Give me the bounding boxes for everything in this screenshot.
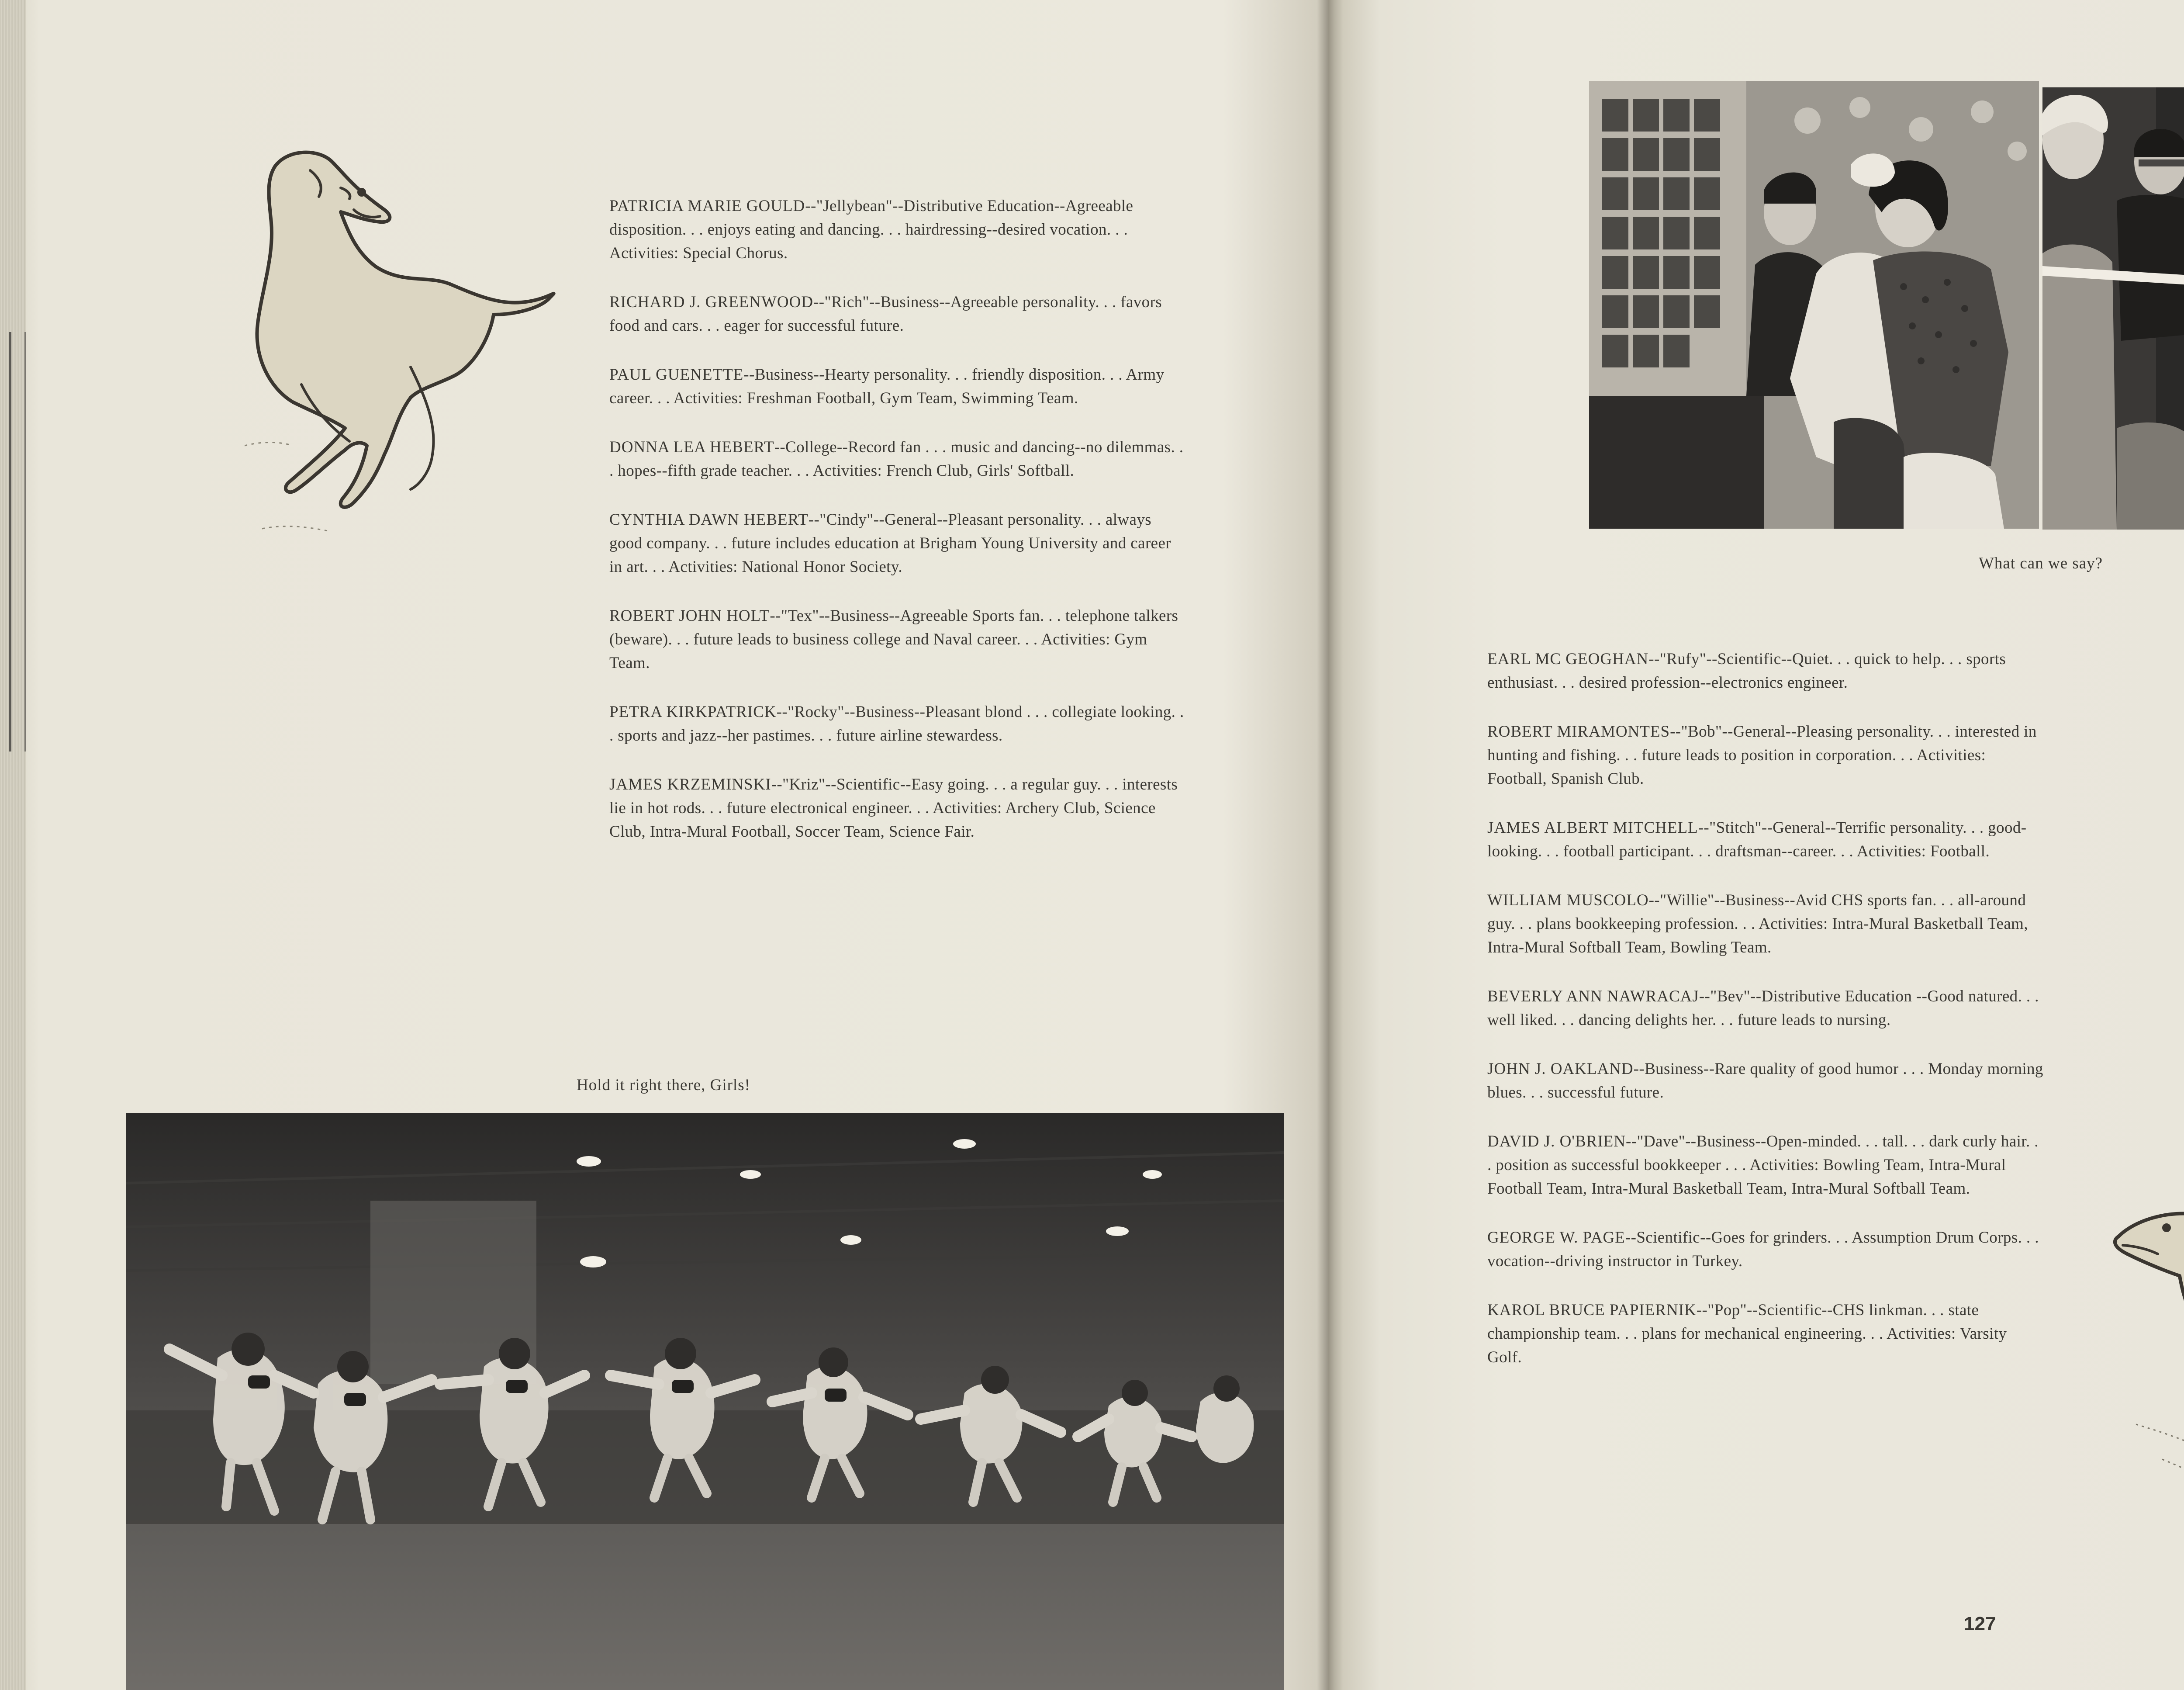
bio-text: --Business--Rare quality of good humor . . . Monday morning blues. . . successful future. <box>1487 1060 2043 1101</box>
bio-name: GEORGE W. PAGE <box>1487 1229 1625 1247</box>
bio-text: --"Cindy"--General--Pleasant personality. . . always good company. . . future includes education at Brigham Young University and career in art. . . Activities: National Honor Society. <box>609 511 1171 576</box>
bio-entry <box>1487 648 2044 695</box>
bio-entry <box>1487 720 2044 791</box>
bio-entry <box>1487 889 2044 959</box>
bio-name: PETRA KIRKPATRICK <box>609 703 777 721</box>
bio-name: JAMES ALBERT MITCHELL <box>1487 819 1698 837</box>
bio-entry <box>609 773 1186 844</box>
bio-entry <box>1487 1057 2044 1105</box>
bio-name: ROBERT JOHN HOLT <box>609 607 770 625</box>
bio-text: --Scientific--Goes for grinders. . . Assumption Drum Corps. . . vocation--driving instructor in Turkey. <box>1487 1229 2039 1270</box>
left-senior-bios <box>609 194 1186 869</box>
bio-name: JOHN J. OAKLAND <box>1487 1060 1634 1078</box>
limbo-party-photo-art <box>2042 87 2184 530</box>
bio-name: EARL MC GEOGHAN <box>1487 650 1649 668</box>
bio-entry <box>609 436 1186 483</box>
bio-name: KAROL BRUCE PAPIERNIK <box>1487 1301 1697 1319</box>
dance-party-photo-art <box>1589 81 2039 529</box>
book-spine <box>1317 0 1343 1690</box>
bio-text: --"Stitch"--General--Terrific personality. . . good-looking. . . football participant. . . draftsman--career. . . Activities: Football. <box>1487 819 2027 860</box>
bio-entry <box>609 194 1186 265</box>
bio-name: BEVERLY ANN NAWRACAJ <box>1487 987 1699 1005</box>
bio-entry <box>609 700 1186 748</box>
cheerleader-photo-caption: Hold it right there, Girls! <box>577 1076 750 1094</box>
bio-text: --"Rufy"--Scientific--Quiet. . . quick to help. . . sports enthusiast. . . desired profession--electronics engineer. <box>1487 650 2006 692</box>
bio-text: --College--Record fan . . . music and dancing--no dilemmas. . . hopes--fifth grade teacher. . . Activities: French Club, Girls' Softball. <box>609 438 1184 480</box>
bio-name: ROBERT MIRAMONTES <box>1487 723 1670 741</box>
bio-name: DAVID J. O'BRIEN <box>1487 1132 1626 1150</box>
bio-entry <box>1487 1130 2044 1201</box>
bio-name: DONNA LEA HEBERT <box>609 438 774 456</box>
bio-entry <box>609 508 1186 579</box>
bio-text: --"Pop"--Scientific--CHS linkman. . . state championship team. . . plans for mechanical engineering. . . Activities: Varsity Golf. <box>1487 1301 2007 1366</box>
bio-text: --"Rich"--Business--Agreeable personality. . . favors food and cars. . . eager for successful future. <box>609 293 1162 335</box>
bio-text: --"Jellybean"--Distributive Education--Agreeable disposition. . . enjoys eating and dancing. . . hairdressing--desired vocation. . . Activities: Special Chorus. <box>609 197 1133 262</box>
bio-text: --"Bob"--General--Pleasing personality. . . interested in hunting and fishing. . . future leads to position in corporation. . . Activities: Football, Spanish Club. <box>1487 723 2037 788</box>
bio-name: PATRICIA MARIE GOULD <box>609 197 805 215</box>
bio-entry <box>609 363 1186 410</box>
bio-name: PAUL GUENETTE <box>609 366 744 384</box>
bio-text: --Business--Hearty personality. . . friendly disposition. . . Army career. . . Activities: Freshman Football, Gym Team, Swimming Team. <box>609 366 1165 407</box>
bio-text: --"Tex"--Business--Agreeable Sports fan. . . telephone talkers (beware). . . future leads to business college and Naval career. . . Activities: Gym Team. <box>609 607 1178 672</box>
bio-entry <box>1487 985 2044 1032</box>
bio-name: RICHARD J. GREENWOOD <box>609 293 814 311</box>
bio-text: --"Bev"--Distributive Education --Good natured. . . well liked. . . dancing delights her. . . future leads to nursing. <box>1487 987 2039 1029</box>
greyhound-mascot-left-icon <box>245 140 568 533</box>
dance-party-photo-left <box>1589 81 2039 529</box>
page-number: 127 <box>1964 1613 1996 1635</box>
right-senior-bios <box>1487 648 2044 1395</box>
bio-name: CYNTHIA DAWN HEBERT <box>609 511 809 529</box>
bio-entry <box>1487 1299 2044 1369</box>
party-photo-caption: What can we say? <box>1979 554 2103 572</box>
cheerleaders-gym-photo <box>126 1113 1284 1690</box>
left-page-edges <box>0 0 26 1690</box>
bio-entry <box>1487 816 2044 863</box>
bio-name: WILLIAM MUSCOLO <box>1487 891 1649 909</box>
greyhound-mascot-right-icon <box>2110 1197 2184 1590</box>
left-edge-marks <box>9 332 26 751</box>
limbo-party-photo-right <box>2042 87 2184 530</box>
bio-entry <box>609 291 1186 338</box>
bio-entry <box>1487 1226 2044 1273</box>
bio-text: --"Willie"--Business--Avid CHS sports fan. . . all-around guy. . . plans bookkeeping profession. . . Activities: Intra-Mural Basketball Team, Intra-Mural Softball Team, Bowling Team. <box>1487 891 2028 956</box>
bio-text: --"Rocky"--Business--Pleasant blond . . . collegiate looking. . . sports and jazz--her pastimes. . . future airline stewardess. <box>609 703 1184 745</box>
bio-name: JAMES KRZEMINSKI <box>609 776 771 793</box>
cheerleaders-photo-art <box>126 1113 1284 1690</box>
bio-text: --"Kriz"--Scientific--Easy going. . . a regular guy. . . interests lie in hot rods. . . future electronical engineer. . . Activities: Archery Club, Science Club, Intra-Mural Football, Soccer Team, Science Fair. <box>609 776 1178 841</box>
bio-entry <box>609 604 1186 675</box>
bio-text: --"Dave"--Business--Open-minded. . . tall. . . dark curly hair. . . position as successful bookkeeper . . . Activities: Bowling Team, Intra-Mural Football Team, Intra-Mural Basketball Team, Intra-Mural Softball Team. <box>1487 1132 2039 1198</box>
